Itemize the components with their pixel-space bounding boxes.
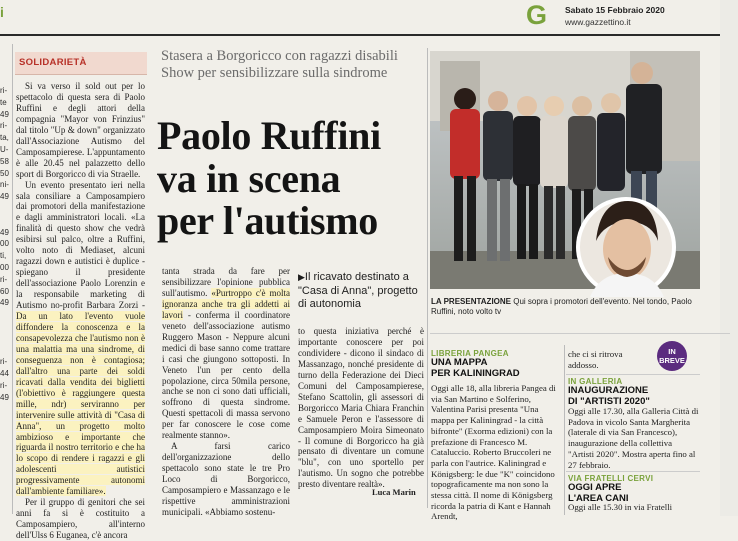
author-byline: Luca Marin bbox=[372, 487, 416, 497]
issue-date: Sabato 15 Febbraio 2020 bbox=[565, 5, 665, 15]
headline-line: Paolo Ruffini bbox=[157, 113, 381, 158]
edge-fragment: ta, bbox=[0, 133, 9, 143]
brief-body-continuation: che ci si ritrova addosso. bbox=[568, 349, 623, 370]
brief-label: IN GALLERIA bbox=[568, 377, 623, 386]
edge-fragment: 49 bbox=[0, 227, 9, 237]
headline-line: per l'autismo bbox=[157, 198, 378, 243]
edge-fragment: 50 bbox=[0, 168, 9, 178]
edge-fragment: 49 bbox=[0, 192, 9, 202]
photo-caption bbox=[431, 297, 699, 317]
paragraph-text: Un evento presentato ieri nella sala consiliare a Camposampiero dai promotori della manifestazione e dagli amministratori locali. «La finalità di questo show che vedrà esibirsi sul palco, oltre a Ruffini, volto noto di Mediaset, alcuni ragazzi down e autistici è duplice - spiegano il presidente dell'associazione Paolo Lorenzin e la responsabile marketing di Autismo no-profit Barbara Zorzi - bbox=[16, 179, 145, 311]
paragraph: Per il gruppo di genitori che sei anni fa si è costituito a Camposampiero, all'interno dell'Ulss 6 Euganea, c'è ancora bbox=[16, 497, 145, 541]
edge-fragment: te bbox=[0, 97, 7, 107]
badge-line: BREVE bbox=[659, 356, 685, 365]
section-tag bbox=[15, 52, 147, 75]
kicker-line: Stasera a Borgoricco con ragazzi disabili bbox=[161, 48, 398, 64]
edge-fragment: ti, bbox=[0, 251, 7, 261]
edge-fragment: 49 bbox=[0, 298, 9, 308]
highlighted-quote: Da un lato l'evento vuole diffondere la conoscenza e la consapevolezza che l'autismo non è una malattia ma una sindrome, di conseguenza non è contagiosa; dall'altro una parte dei soldi ricavati dalla vendita dei biglietti (l'obiettivo è raggiungere questa mille, ndr) serviranno per intervenire sulle attività di "Casa di Anna", un progetto molto ambizioso e importante che riguarda il nostro territorio e che ha lo scopo di rendere i ragazzi e gli adolescenti autistici progressivamente autonomi dall'ambiente familiare». bbox=[16, 311, 145, 497]
caption-rule bbox=[430, 333, 730, 334]
article-summary bbox=[298, 271, 426, 312]
brief-body: Oggi alle 17.30, alla Galleria Città di Padova in vicolo Santa Margherita (laterale di via San Francesco), inaugurazione della collettiva "Artisti 2020". Mostra aperta fino al 27 febbraio. bbox=[568, 406, 699, 470]
brief-body: Oggi alle 18, alla libreria Pangea di via San Martino e Solferino, Valentina Parisi presenta "Una mappa per Kaliningrad - la città bifronte" (Exorma edizioni) con la prefazione di Francesco M. Cataluccio. Roberto Bruccoleri ne parla con l'autrice. Kaliningrad e Königsberg: le due "K" coincidono topograficamente ma non sono la stessa città. Il nome di Königsberg ricorda la patria di Kant e Hannah Arendt, bbox=[431, 383, 556, 522]
article-column-3 bbox=[298, 326, 424, 496]
edge-fragment bbox=[0, 345, 12, 357]
brief-title: OGGI APRE bbox=[568, 482, 622, 493]
edge-fragment: 49 bbox=[0, 392, 9, 402]
adjacent-column-fragments bbox=[0, 85, 12, 505]
section-tag-label: SOLIDARIETÀ bbox=[19, 57, 87, 68]
edge-fragment: ri- bbox=[0, 380, 8, 390]
article-column-2 bbox=[162, 266, 290, 516]
edge-fragment: ri- bbox=[0, 274, 8, 284]
brief-rule bbox=[566, 374, 700, 375]
brief-label: LIBRERIA PANGEA bbox=[431, 349, 509, 358]
edge-fragment bbox=[0, 333, 12, 345]
brief-label: VIA FRATELLI CERVI bbox=[568, 474, 654, 483]
article-column-1 bbox=[16, 81, 145, 541]
paragraph bbox=[162, 266, 290, 441]
column-divider bbox=[427, 48, 428, 508]
paragraph-text: tanta strada da fare per sensibilizzare l'opinione pubblica sull'autismo. bbox=[162, 266, 290, 298]
summary-text: Il ricavato destinato a "Casa di Anna", progetto di autonomia bbox=[298, 271, 418, 310]
caption-lead: LA PRESENTAZIONE bbox=[431, 297, 512, 306]
edge-fragment bbox=[0, 321, 12, 333]
edge-fragment: ni- bbox=[0, 180, 9, 190]
brief-title: INAUGURAZIONE bbox=[568, 385, 649, 396]
kicker bbox=[161, 48, 426, 82]
edge-fragment: 58 bbox=[0, 156, 9, 166]
column-divider bbox=[12, 44, 13, 514]
brief-title: PER KALININGRAD bbox=[431, 367, 520, 379]
headline bbox=[157, 115, 429, 243]
edge-fragment bbox=[0, 203, 12, 215]
paragraph: to questa iniziativa perché è importante conoscere per poi condividere - dicono il sindaco di Massanzago, nonché presidente di turno della Federazione dei Dieci Comuni del Camposampierese, Stefano Scattolin, gli assessori di Borgoricco Maria Chiara Franchin e Samuele Peron e l'assessore di Camposampiero Moira Simeonato - Il comune di Borgoricco ha già pensato di diventare un comune "blu", con uno sportello per l'autismo. Un sogno che potrebbe presto diventare realtà». bbox=[298, 326, 424, 490]
gazzettino-logo: G bbox=[526, 0, 548, 30]
paragraph bbox=[16, 180, 145, 498]
brief-rule bbox=[566, 471, 700, 472]
edge-fragment: 49 bbox=[0, 109, 9, 119]
site-url: www.gazzettino.it bbox=[565, 17, 631, 27]
column-divider bbox=[564, 345, 565, 515]
edge-fragment: ri- bbox=[0, 357, 8, 367]
column-fragment: i bbox=[0, 4, 4, 20]
event-photo bbox=[430, 51, 700, 289]
edge-fragment: 00 bbox=[0, 239, 9, 249]
brief-galleria bbox=[568, 377, 698, 407]
kicker-line: Show per sensibilizzare sulla sindrome bbox=[161, 65, 388, 81]
triangle-icon: ▶ bbox=[298, 272, 305, 282]
brief-libreria bbox=[431, 349, 559, 379]
caption-text: Qui sopra i promotori dell'evento. Nel tondo, Paolo Ruffini, noto volto tv bbox=[431, 297, 692, 316]
edge-fragment: U- bbox=[0, 144, 9, 154]
paragraph: A farsi carico dell'organizzazione dello spettacolo sono state le tre Pro Loco di Borgoricco, Camposampiero e Massanzago e le rispettive amministrazioni municipali. «Abbiamo sostenu- bbox=[162, 441, 290, 517]
edge-fragment: 60 bbox=[0, 286, 9, 296]
paragraph-text: - conferma il coordinatore veneto dell'associazione autismo Ruggero Mason - Neppure alcuni medici di base sanno come trattare i casi che giungono sottoposti. In Veneto l'un per cento della popolazione, circa 50mila persone, anche se non ci sono dati ufficiali, soffrono di questa sindrome. Questi spettacoli di massa servono per far conoscere le cose come realmente stanno». bbox=[162, 309, 290, 441]
edge-fragment bbox=[0, 215, 12, 227]
group-photo-illustration bbox=[430, 51, 700, 289]
header-rule bbox=[0, 34, 738, 36]
edge-fragment bbox=[0, 309, 12, 321]
edge-fragment: 00 bbox=[0, 262, 9, 272]
brief-title: DI "ARTISTI 2020" bbox=[568, 395, 650, 407]
brief-area-cani bbox=[568, 474, 698, 504]
edge-fragment: ri- bbox=[0, 121, 8, 131]
highlighted-quote: «Purtroppo c'è molta ignoranza anche tra gli addetti ai lavori bbox=[162, 287, 291, 320]
edge-fragment: 44 bbox=[0, 369, 9, 379]
page-edge bbox=[720, 0, 738, 516]
in-breve-badge bbox=[657, 341, 687, 371]
headline-line: va in scena bbox=[157, 155, 341, 201]
edge-fragment: ri- bbox=[0, 86, 8, 95]
brief-body: Oggi alle 15.30 in via Fratelli bbox=[568, 502, 673, 512]
paragraph: Si va verso il sold out per lo spettacolo di questa sera di Paolo Ruffini e degli attori della compagnia "Mayor von Frinzius" dal titolo "Up & down" organizzato dall'Associazione Autismo del Camposampierese. L'appuntamento è alle 20.45 nel palazzetto dello sport di Borgoricco di via Straelle. bbox=[16, 81, 145, 179]
brief-title: UNA MAPPA bbox=[431, 357, 488, 368]
badge-line: IN bbox=[668, 347, 676, 356]
brief-title: L'AREA CANI bbox=[568, 492, 629, 504]
